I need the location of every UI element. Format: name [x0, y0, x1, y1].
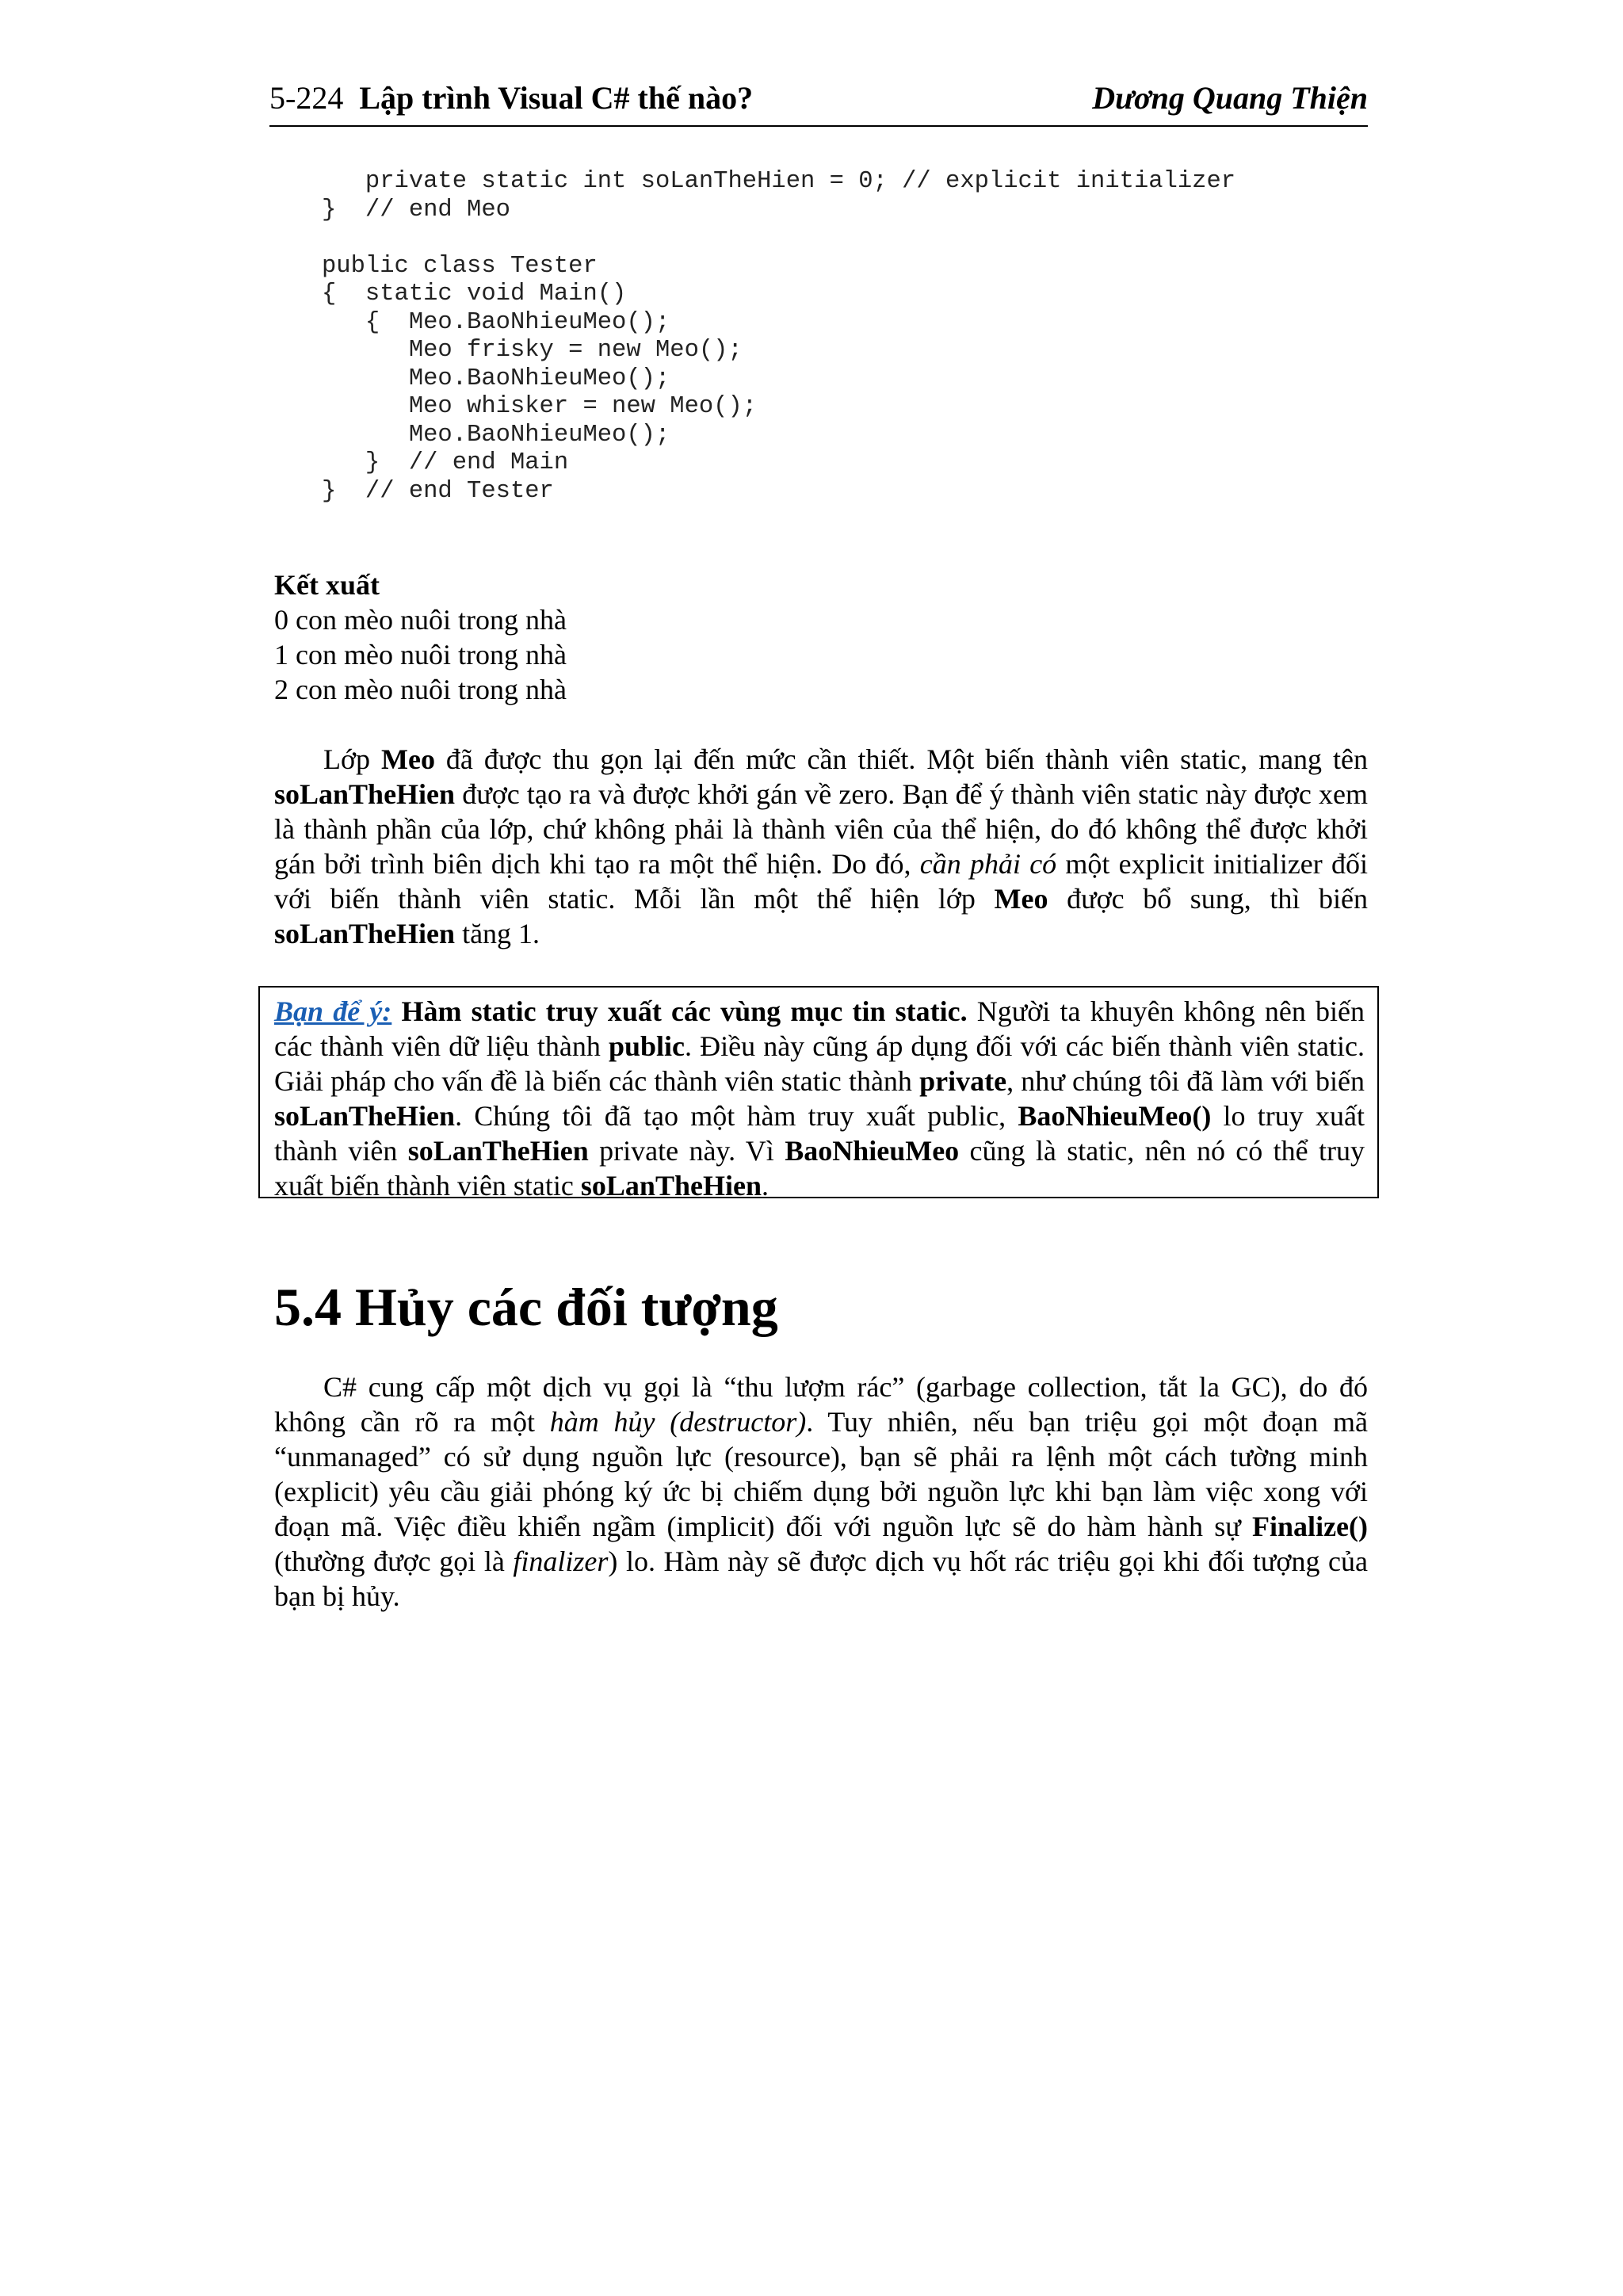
paragraph-meo-class: Lớp Meo đã được thu gọn lại đến mức cần thiết. Một biến thành viên static, mang tên soLanTheHien được tạo ra và được khởi gán về zero. Bạn để ý thành viên static này được xem là thành phần của lớp, chứ không phải là thành viên của thể hiện, do đó không thể được khởi gán bởi trình biên dịch khi tạo ra một thể hiện. Do đó, cần phải có một explicit initializer đối với biến thành viên static. Mỗi lần một thể hiện lớp Meo được bổ sung, thì biến soLanTheHien tăng 1. [274, 743, 1368, 949]
code-line: Meo whisker = new Meo(); [322, 393, 758, 420]
output-title: Kết xuất [274, 569, 380, 601]
code-line: Meo frisky = new Meo(); [322, 337, 743, 364]
output-line: 1 con mèo nuôi trong nhà [274, 639, 567, 670]
page-number: 5-224 [269, 80, 344, 116]
code-line: } // end Meo [322, 196, 510, 223]
paragraph-garbage-collection: C# cung cấp một dịch vụ gọi là “thu lượm rác” (garbage collection, tắt la GC), do đó không cần rõ ra một hàm hủy (destructor). Tuy nhiên, nếu bạn triệu gọi một đoạn mã “unmanaged” có sử dụng nguồn lực (resource), bạn sẽ phải ra lệnh một cách tường minh (explicit) yêu cầu giải phóng ký ức bị chiếm dụng bởi nguồn lực khi bạn làm việc xong với đoạn mã. Việc điều khiển ngầm (implicit) đối với nguồn lực sẽ do hàm hành sự Finalize() (thường được gọi là finalizer) lo. Hàm này sẽ được dịch vụ hốt rác triệu gọi khi đối tượng của bạn bị hủy. [274, 1371, 1368, 1612]
book-title: Lập trình Visual C# thế nào? [359, 80, 754, 116]
note-box [258, 986, 1379, 1201]
code-line: } // end Tester [322, 477, 554, 505]
code-line: } // end Main [322, 449, 569, 476]
section-heading: 5.4 Hủy các đối tượng [274, 1277, 778, 1337]
output-line: 2 con mèo nuôi trong nhà [274, 674, 567, 705]
header-left [269, 79, 753, 117]
page-header [269, 76, 1368, 127]
code-line: Meo.BaoNhieuMeo(); [322, 365, 670, 392]
code-block [322, 168, 1235, 506]
code-line: Meo.BaoNhieuMeo(); [322, 421, 670, 449]
note-label: Bạn để ý: [274, 995, 392, 1027]
code-line: public class Tester [322, 252, 598, 280]
output-section [274, 567, 567, 707]
note-text: Bạn để ý: Hàm static truy xuất các vùng mục tin static. Người ta khuyên không nên biến các thành viên dữ liệu thành public. Điều này cũng áp dụng đối với các biến thành viên static. Giải pháp cho vấn đề là biến các thành viên static thành private, như chúng tôi đã làm với biến soLanTheHien. Chúng tôi đã tạo một hàm truy xuất public, BaoNhieuMeo() lo truy xuất thành viên soLanTheHien private này. Vì BaoNhieuMeo cũng là static, nên nó có thể truy xuất biến thành viên static soLanTheHien. [274, 995, 1365, 1201]
code-line: { Meo.BaoNhieuMeo(); [322, 308, 670, 336]
author-name: Dương Quang Thiện [1092, 80, 1368, 116]
code-line: { static void Main() [322, 281, 627, 308]
output-line: 0 con mèo nuôi trong nhà [274, 604, 567, 636]
code-line: private static int soLanTheHien = 0; // explicit initializer [322, 168, 1236, 195]
